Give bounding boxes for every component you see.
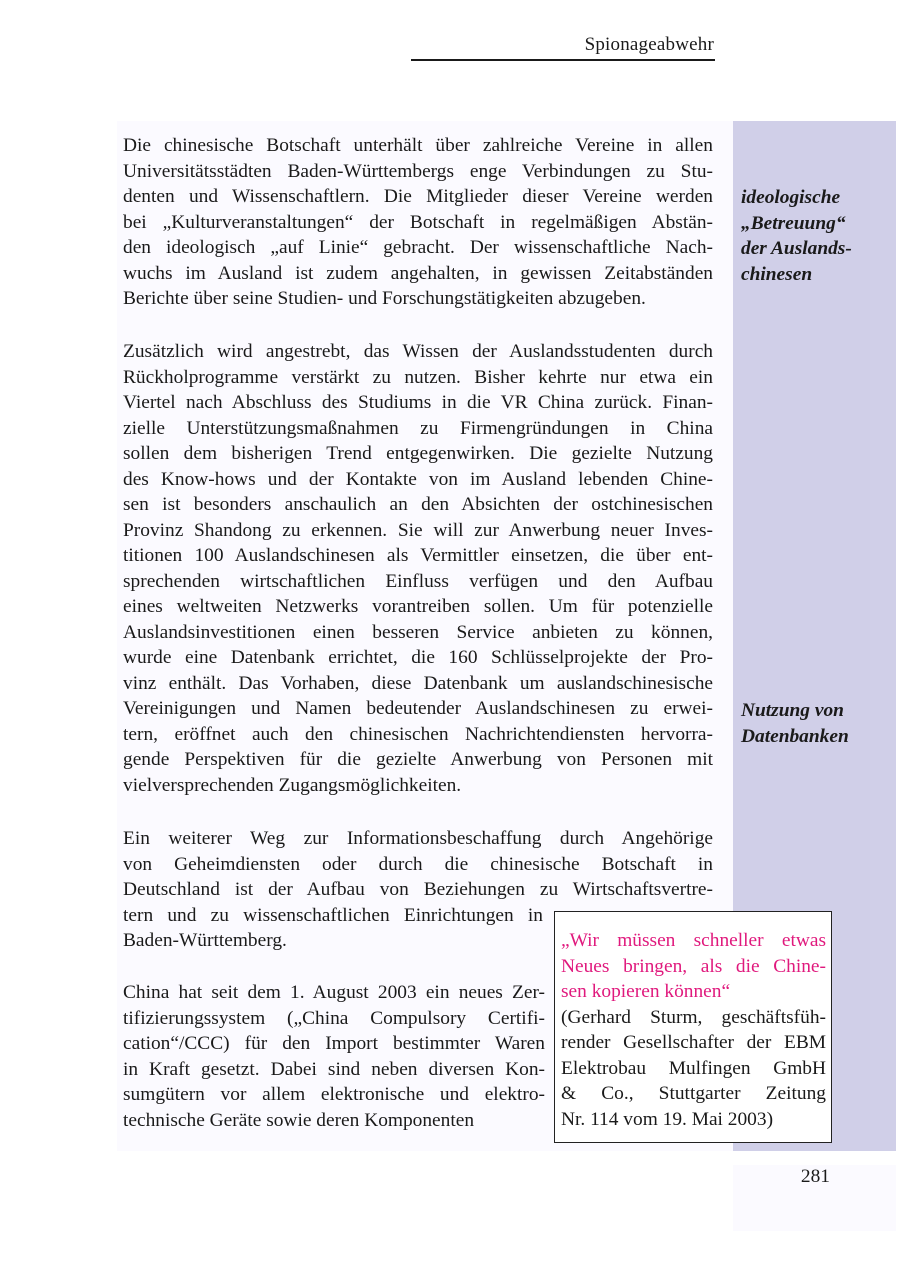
text-line: des Know-hows und der Kontakte von im Ausland lebenden Chine- (123, 468, 713, 490)
text-line: der Auslands- (741, 238, 852, 259)
quote-text (561, 928, 826, 1005)
text-line: eines weltweiten Netzwerks vorantreiben sollen. Um für potenzielle (123, 596, 713, 617)
text-line: Elektrobau Mulfingen GmbH (561, 1057, 826, 1079)
text-line: technische Geräte sowie deren Komponenten (123, 1109, 475, 1131)
side-note-database-use (741, 698, 891, 749)
text-line: vielversprechenden Zugangsmöglichkeiten. (123, 774, 462, 796)
text-line: Deutschland ist der Aufbau von Beziehungen zu Wirtschaftsvertre- (123, 879, 713, 900)
text-line: zielle Unterstützungsmaßnahmen zu Firmengründungen in China (123, 417, 713, 439)
text-line: & Co., Stuttgarter Zeitung (561, 1083, 826, 1104)
text-line: Viertel nach Abschluss des Studiums in die VR China zurück. Finan- (123, 392, 713, 413)
text-line: wuchs im Ausland ist zudem angehalten, in gewissen Zeitabständen (123, 262, 713, 284)
text-line: Vereinigungen und Namen bedeutender Auslandschinesen zu erwei- (123, 698, 713, 719)
text-line: ideologische (741, 187, 841, 208)
text-line: gende Perspektiven für die gezielte Anwerbung von Personen mit (123, 749, 713, 770)
text-line: Berichte über seine Studien- und Forschungstätigkeiten abzugeben. (123, 288, 646, 309)
text-line: Neues bringen, als die Chine- (561, 955, 826, 977)
text-line: cation“/CCC) für den Import bestimmter Waren (123, 1033, 545, 1054)
text-line: den ideologisch „auf Linie“ gebracht. Der wissenschaftliche Nach- (123, 237, 713, 258)
text-line: render Gesellschafter der EBM (561, 1032, 826, 1053)
paragraph-2 (123, 339, 713, 798)
text-line: tifizierungssystem („China Compulsory Certifi- (123, 1007, 545, 1029)
text-line: Universitätsstädten Baden-Württembergs enge Verbindungen zu Stu- (123, 160, 713, 182)
text-line: sen ist besonders anschaulich an den Absichten der ostchinesischen (123, 494, 713, 515)
text-line: „Betreuung“ (741, 212, 846, 234)
text-line: denten und Wissenschaftlern. Die Mitglieder dieser Vereine werden (123, 186, 713, 207)
quote-box (554, 911, 832, 1143)
text-line: sprechenden wirtschaftlichen Einfluss verfügen und den Aufbau (123, 570, 713, 592)
paragraph-4 (123, 980, 545, 1133)
running-title: Spionageabwehr (584, 34, 714, 55)
text-line: von Geheimdiensten oder durch die chinesische Botschaft in (123, 853, 713, 875)
text-line: Rückholprogramme verstärkt zu nutzen. Bisher kehrte nur etwa ein (123, 366, 713, 388)
text-line: wurde eine Datenbank errichtet, die 160 Schlüsselprojekte der Pro- (123, 647, 713, 668)
text-line: tern und zu wissenschaftlichen Einrichtungen in (123, 904, 543, 926)
text-line: Auslandsinvestitionen einen besseren Service anbieten zu können, (123, 621, 713, 643)
text-line: Baden-Württemberg. (123, 930, 287, 951)
page-number: 281 (800, 1166, 830, 1187)
text-line: sumgütern vor allem elektronische und elektro- (123, 1084, 545, 1105)
text-line: China hat seit dem 1. August 2003 ein neues Zer- (123, 982, 545, 1003)
quote-source (561, 1005, 826, 1133)
side-note-ideological-support (741, 185, 891, 287)
text-line: titionen 100 Auslandschinesen als Vermittler einsetzen, die über ent- (123, 545, 713, 566)
text-line: bei „Kulturveranstaltungen“ der Botschaft in regelmäßigen Abstän- (123, 211, 713, 233)
text-line: Provinz Shandong zu erkennen. Sie will zur Anwerbung neuer Inves- (123, 519, 713, 541)
text-line: Nr. 114 vom 19. Mai 2003) (561, 1108, 774, 1130)
text-line: „Wir müssen schneller etwas (561, 930, 826, 951)
paragraph-1 (123, 133, 713, 312)
text-line: Datenbanken (741, 725, 849, 747)
text-line: (Gerhard Sturm, geschäftsfüh- (561, 1006, 826, 1028)
text-line: chinesen (741, 263, 813, 285)
text-line: sollen dem bisherigen Trend entgegenwirken. Die gezielte Nutzung (123, 443, 713, 464)
text-line: Ein weiterer Weg zur Informationsbeschaffung durch Angehörige (123, 828, 713, 849)
text-line: Die chinesische Botschaft unterhält über zahlreiche Vereine in allen (123, 135, 713, 156)
text-line: vinz enthält. Das Vorhaben, diese Datenbank um auslandschinesische (123, 672, 713, 694)
text-line: in Kraft gesetzt. Dabei sind neben diversen Kon- (123, 1058, 545, 1080)
text-line: tern, eröffnet auch den chinesischen Nachrichtendiensten hervorra- (123, 723, 713, 745)
header-rule (411, 59, 715, 61)
text-line: Zusätzlich wird angestrebt, das Wissen der Auslandsstudenten durch (123, 341, 713, 362)
text-line: sen kopieren können“ (561, 981, 731, 1002)
text-line: Nutzung von (741, 700, 844, 721)
